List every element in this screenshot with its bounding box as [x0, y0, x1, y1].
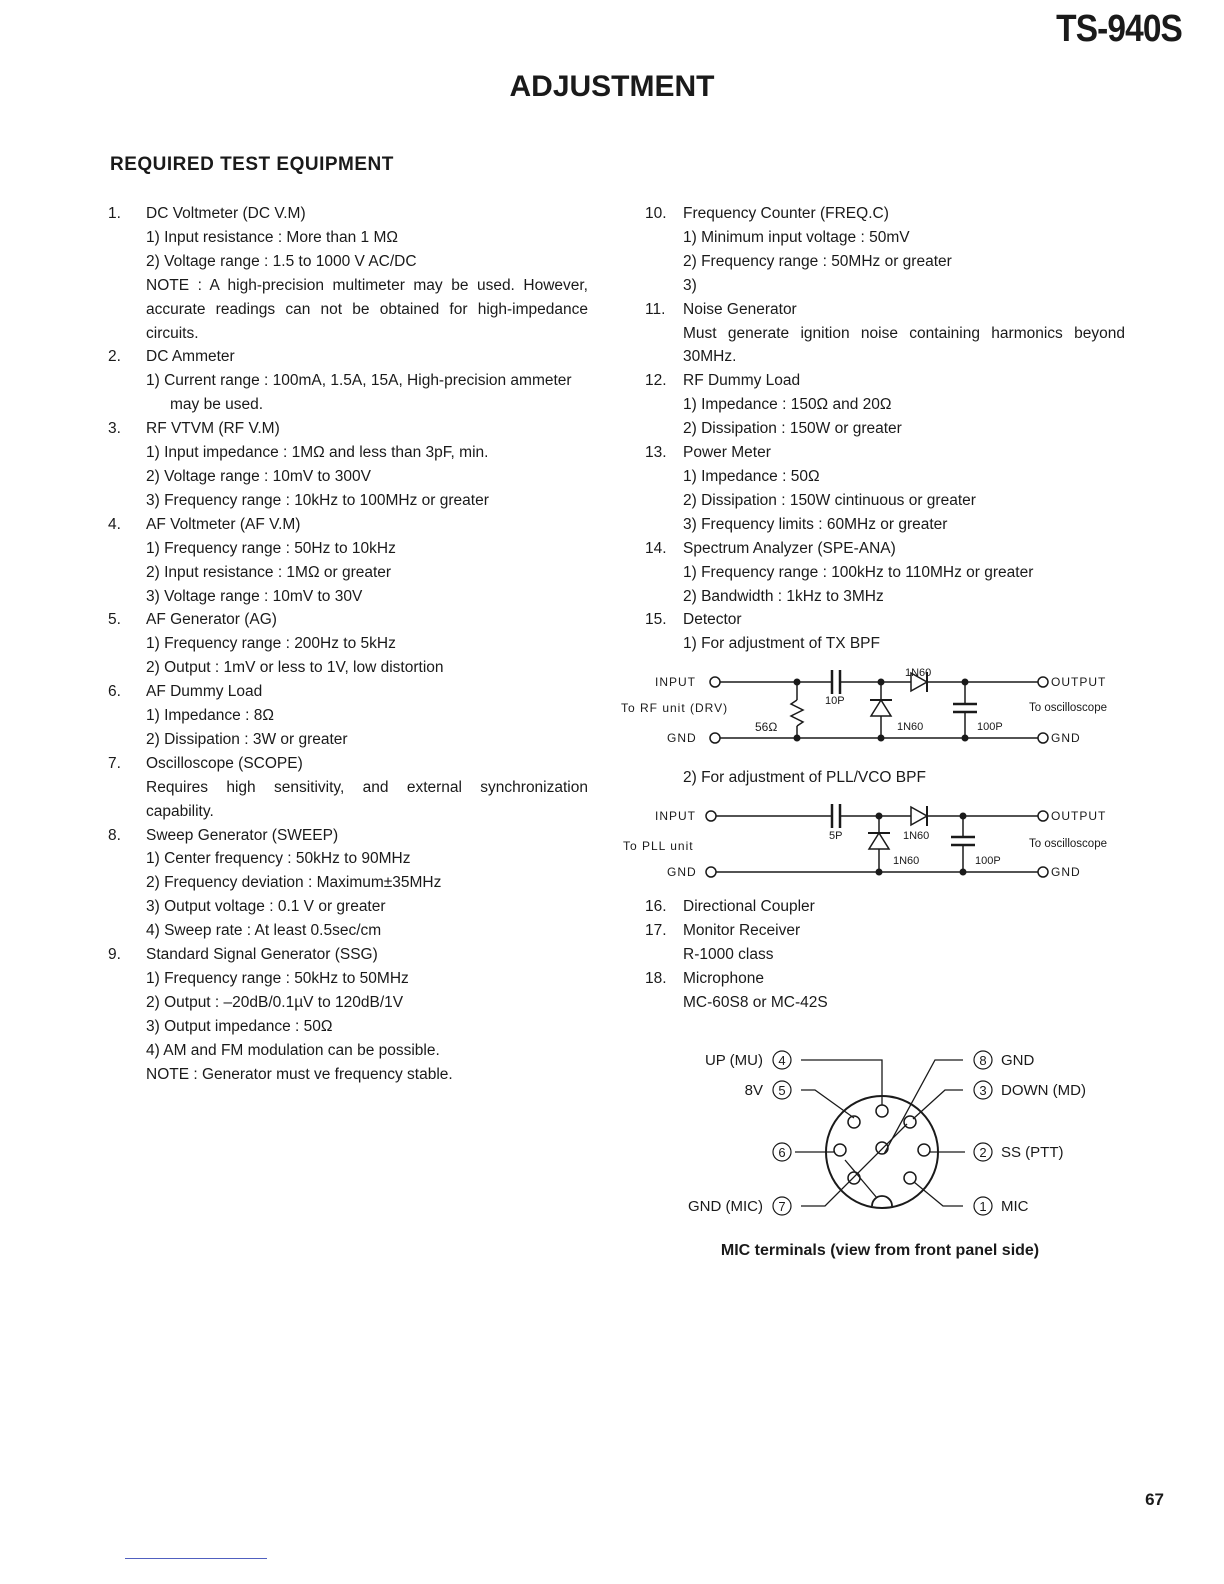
- item-line: 1) Input resistance : More than 1 MΩ: [146, 228, 398, 246]
- item-line: 1) Impedance : 50Ω: [683, 467, 820, 485]
- equipment-item: [645, 537, 1125, 561]
- gnd-terminal: [1038, 867, 1048, 877]
- equipment-item: [108, 943, 588, 967]
- item-number: 13.: [645, 444, 667, 462]
- equipment-item: [108, 752, 588, 776]
- item-line: 1) Input impedance : 1MΩ and less than 3pF, min.: [146, 444, 489, 462]
- pin-label: GND: [1001, 1052, 1035, 1069]
- item-text: Must generate ignition noise containing harmonics beyond 30MHz.: [683, 324, 1125, 366]
- item-line: 1) Frequency range : 100kHz to 110MHz or greater: [683, 563, 1034, 581]
- right-column: [645, 202, 1125, 656]
- pin-7: [848, 1172, 860, 1184]
- diode-part: 1N60: [905, 667, 932, 679]
- pin-number: 2: [979, 1145, 987, 1160]
- left-column: [108, 202, 588, 1087]
- pin-number: 1: [979, 1199, 987, 1214]
- item-name: RF Dummy Load: [683, 372, 801, 390]
- equipment-item: [645, 895, 1125, 919]
- item-number: 12.: [645, 372, 667, 390]
- item-name: DC Voltmeter (DC V.M): [146, 205, 306, 222]
- capacitor-value: 100P: [977, 721, 1003, 733]
- pin-label: 8V: [744, 1082, 763, 1099]
- section-heading: REQUIRED TEST EQUIPMENT: [110, 154, 394, 175]
- gnd-terminal: [710, 733, 720, 743]
- shunt-diode-icon: [871, 700, 891, 716]
- item-line: 2) Dissipation : 150W cintinuous or greater: [683, 491, 976, 509]
- junction-dot: [962, 735, 969, 742]
- junction-dot: [876, 869, 883, 876]
- diode-part: 1N60: [903, 830, 930, 842]
- item-text: Requires high sensitivity, and external synchronization capability.: [146, 778, 588, 820]
- item-line: 3) Output voltage : 0.1 V or greater: [146, 898, 386, 916]
- item-line: 3): [683, 276, 697, 294]
- item-number: 3.: [108, 420, 121, 438]
- detector-circuit-pll-bpf: [615, 795, 1145, 890]
- item-number: 6.: [108, 683, 121, 701]
- item-line: 1) Minimum input voltage : 50mV: [683, 228, 910, 246]
- pin-number: 4: [778, 1053, 786, 1068]
- item-number: 5.: [108, 611, 121, 629]
- item-name: Directional Coupler: [683, 898, 815, 915]
- capacitor-value: 10P: [825, 695, 845, 707]
- item-name: Noise Generator: [683, 300, 797, 318]
- item-name: Frequency Counter (FREQ.C): [683, 205, 889, 222]
- item-line: 3) Frequency limits : 60MHz or greater: [683, 515, 948, 533]
- item-line: 2) Frequency range : 50MHz or greater: [683, 252, 952, 270]
- item-line: NOTE : Generator must ve frequency stable.: [146, 1065, 453, 1083]
- equipment-item: [108, 608, 588, 632]
- item-number: 8.: [108, 826, 121, 844]
- item-line: 1) For adjustment of TX BPF: [683, 635, 880, 653]
- equipment-item: [645, 202, 1125, 226]
- item-name: Microphone: [683, 969, 764, 987]
- equipment-item: [645, 369, 1125, 393]
- pin-8: [876, 1105, 888, 1117]
- item-number: 17.: [645, 921, 667, 939]
- resistor-value: 56Ω: [755, 720, 778, 734]
- item-line: 1) Impedance : 150Ω and 20Ω: [683, 396, 892, 414]
- to-oscilloscope-label: To oscilloscope: [1029, 702, 1107, 714]
- equipment-item: [108, 680, 588, 704]
- page-title: ADJUSTMENT: [509, 70, 715, 103]
- gnd-label: GND: [1051, 731, 1081, 745]
- to-oscilloscope-label: To oscilloscope: [1029, 838, 1107, 850]
- item-line: 2) Bandwidth : 1kHz to 3MHz: [683, 587, 884, 605]
- item-name: Monitor Receiver: [683, 921, 801, 939]
- pin-number: 6: [778, 1145, 786, 1160]
- item-name: AF Dummy Load: [146, 683, 263, 701]
- item-number: 10.: [645, 205, 667, 222]
- item-line: 3) Output impedance : 50Ω: [146, 1017, 333, 1035]
- junction-dot: [960, 869, 967, 876]
- page-number: 67: [1145, 1490, 1164, 1509]
- item-line: 4) AM and FM modulation can be possible.: [146, 1041, 440, 1059]
- item-line: 2) Dissipation : 3W or greater: [146, 730, 348, 748]
- item-name: AF Generator (AG): [146, 611, 277, 629]
- item-line: 1) Frequency range : 50kHz to 50MHz: [146, 970, 409, 987]
- item-name: RF VTVM (RF V.M): [146, 420, 280, 438]
- resistor-icon: [791, 700, 803, 726]
- to-pll-unit-label: To PLL unit: [623, 839, 694, 853]
- item-number: 1.: [108, 205, 121, 222]
- item-name: Spectrum Analyzer (SPE-ANA): [683, 539, 896, 557]
- item-note: NOTE : A high-precision multimeter may be used. However, accurate readings can not be obtained for high-impedance circuits.: [146, 276, 588, 342]
- item-line: 1) Impedance : 8Ω: [146, 707, 274, 725]
- pin-6: [876, 1142, 888, 1154]
- item-name: AF Voltmeter (AF V.M): [146, 515, 301, 533]
- diode-part: 1N60: [893, 855, 920, 867]
- pin-label: GND (MIC): [688, 1198, 763, 1215]
- model-number: TS-940S: [1056, 8, 1182, 50]
- item-line: 2) Output : –20dB/0.1µV to 120dB/1V: [146, 993, 404, 1011]
- input-label: INPUT: [655, 809, 696, 823]
- item-number: 15.: [645, 611, 667, 629]
- equipment-item: [108, 417, 588, 441]
- item-name: Oscilloscope (SCOPE): [146, 754, 303, 772]
- item-line: 4) Sweep rate : At least 0.5sec/cm: [146, 922, 382, 940]
- gnd-label: GND: [1051, 865, 1081, 879]
- equipment-item: [645, 608, 1125, 632]
- equipment-item: [108, 513, 588, 537]
- output-label: OUTPUT: [1051, 809, 1107, 823]
- input-label: INPUT: [655, 675, 696, 689]
- mic-connector-diagram: [645, 1040, 1115, 1230]
- pin-number: 3: [979, 1083, 987, 1098]
- item-line: 2) Dissipation : 150W or greater: [683, 420, 902, 438]
- item-number: 16.: [645, 898, 667, 915]
- shunt-diode-icon: [869, 833, 889, 849]
- output-terminal: [1038, 677, 1048, 687]
- capacitor-value: 100P: [975, 855, 1001, 867]
- footer-rule: [125, 1558, 267, 1559]
- item-line: 1) Frequency range : 200Hz to 5kHz: [146, 635, 396, 653]
- equipment-item: [108, 202, 588, 226]
- output-label: OUTPUT: [1051, 675, 1107, 689]
- item-name: Detector: [683, 611, 742, 629]
- item-number: 11.: [645, 300, 666, 318]
- input-terminal: [710, 677, 720, 687]
- diode-part: 1N60: [897, 721, 924, 733]
- pin-label: UP (MU): [704, 1052, 763, 1069]
- pin-label: SS (PTT): [1001, 1144, 1064, 1161]
- item-name: Power Meter: [683, 444, 771, 462]
- item-line: R-1000 class: [683, 945, 774, 963]
- item-line: 2) Voltage range : 1.5 to 1000 V AC/DC: [146, 252, 417, 270]
- item-line: 3) Frequency range : 10kHz to 100MHz or greater: [146, 491, 489, 509]
- item-name: Sweep Generator (SWEEP): [146, 826, 339, 844]
- item-number: 7.: [108, 754, 121, 772]
- item-name: Standard Signal Generator (SSG): [146, 946, 378, 964]
- pin-label: DOWN (MD): [1001, 1082, 1086, 1099]
- mic-caption: MIC terminals (view from front panel side): [720, 1242, 1040, 1259]
- equipment-item: [108, 824, 588, 848]
- gnd-terminal: [1038, 733, 1048, 743]
- gnd-terminal: [706, 867, 716, 877]
- junction-dot: [878, 735, 885, 742]
- input-terminal: [706, 811, 716, 821]
- item-number: 9.: [108, 946, 121, 964]
- right-column-lower: [645, 895, 1125, 1015]
- item-number: 2.: [108, 348, 121, 366]
- equipment-item: [645, 298, 1125, 322]
- item-line: 1) Frequency range : 50Hz to 10kHz: [146, 539, 396, 557]
- item-line: 2) Voltage range : 10mV to 300V: [146, 467, 371, 485]
- equipment-item: [645, 967, 1125, 991]
- item-line: 2) Frequency deviation : Maximum±35MHz: [146, 874, 442, 892]
- item-line: 2) Output : 1mV or less to 1V, low distortion: [146, 659, 444, 677]
- item-number: 18.: [645, 969, 667, 987]
- item-line: 1) Current range : 100mA, 1.5A, 15A, High-precision ammeter may be used.: [146, 372, 572, 414]
- equipment-item: [645, 441, 1125, 465]
- item-number: 14.: [645, 539, 667, 557]
- pin-5: [834, 1144, 846, 1156]
- to-rf-unit-label: To RF unit (DRV): [621, 701, 729, 715]
- pin-label: MIC: [1001, 1198, 1029, 1215]
- item-line: MC-60S8 or MC-42S: [683, 993, 828, 1011]
- pin-2: [918, 1144, 930, 1156]
- item-line: 3) Voltage range : 10mV to 30V: [146, 587, 363, 605]
- item-line: 2) Input resistance : 1MΩ or greater: [146, 563, 392, 581]
- detector-2-heading-block: [645, 766, 1125, 790]
- gnd-label: GND: [667, 865, 697, 879]
- item-line: 1) Center frequency : 50kHz to 90MHz: [146, 850, 411, 868]
- pin-number: 7: [778, 1199, 786, 1214]
- detector-2-heading: 2) For adjustment of PLL/VCO BPF: [683, 769, 926, 786]
- equipment-item: [108, 345, 588, 369]
- pin-number: 5: [778, 1083, 786, 1098]
- series-diode-icon: [911, 807, 927, 825]
- pin-number: 8: [979, 1053, 987, 1068]
- item-number: 4.: [108, 515, 121, 533]
- item-name: DC Ammeter: [146, 348, 235, 366]
- gnd-label: GND: [667, 731, 697, 745]
- capacitor-value: 5P: [829, 830, 843, 842]
- output-terminal: [1038, 811, 1048, 821]
- detector-circuit-tx-bpf: [615, 660, 1145, 755]
- junction-dot: [794, 735, 801, 742]
- equipment-item: [645, 919, 1125, 943]
